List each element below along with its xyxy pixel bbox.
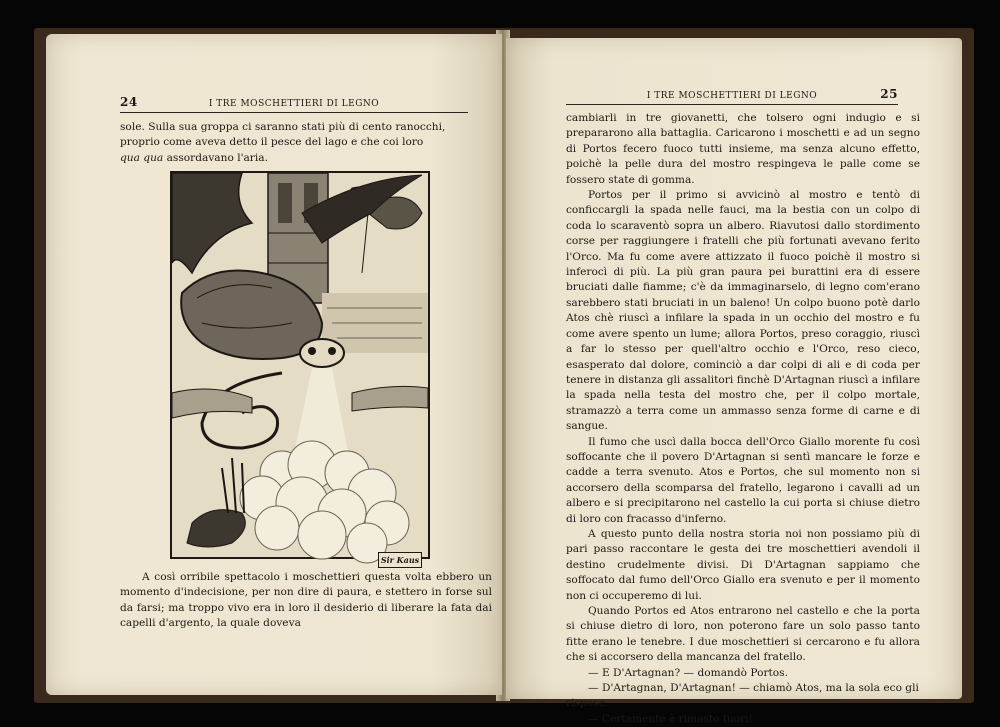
paragraph: A così orribile spettacolo i moschettieri questa volta ebbero un momento d'indecisione, per non dire di paura, e stettero in forse sul da farsi; ma troppo vivo era in loro il desiderio di liberare la fata dai capelli d'argento, la quale doveva xyxy=(120,571,492,630)
right-page-header xyxy=(566,87,898,105)
paragraph: A questo punto della nostra storia noi non possiamo più di pari passo raccontare le gesta dei tre moschettieri avendoli il destino crudelmente divisi. Di D'Artagnan sappiamo che soffocato dal fumo dell'Orco Giallo era svenuto e per il momento non ci occuperemo di lui. xyxy=(566,527,920,602)
open-book xyxy=(34,28,974,725)
left-bottom-text xyxy=(120,570,492,632)
running-head-right: I TRE MOSCHETTIERI DI LEGNO xyxy=(646,91,818,101)
paragraph: Il fumo che uscì dalla bocca dell'Orco Giallo morente fu così soffocante che il povero D'Artagnan si sentì mancare le forze e cadde a terra svenuto. Atos e Portos, che sul momento non si accorsero della scomparsa del fratello, legarono i cavalli ad un albero e si precipitarono nel castello la cui porta si chiuse dietro di loro con fracasso d'inferno. xyxy=(566,435,920,525)
dialogue-line: — D'Artagnan, D'Artagnan! — chiamò Atos, ma la sola eco gli rispose. xyxy=(566,682,919,710)
dialogue-line: — E D'Artagnan? — domandò Portos. xyxy=(588,666,788,679)
right-page xyxy=(506,38,962,725)
text-line xyxy=(120,151,492,166)
italic-onomatopoeia: qua qua xyxy=(120,151,164,164)
text-line: sole. Sulla sua groppa ci saranno stati più di cento ranocchi, xyxy=(120,121,446,133)
text-line: proprio come aveva detto il pesce del lago e che coi loro xyxy=(120,136,424,149)
left-page-header xyxy=(120,95,468,113)
dragon-illustration xyxy=(170,171,430,559)
page-number-right: 25 xyxy=(880,87,898,101)
illustrator-signature: Sir Kaus xyxy=(378,552,422,568)
dialogue-line: — Certamente è rimasto fuori! xyxy=(588,712,753,725)
text-line-end: assordavano l'aria. xyxy=(166,151,268,164)
paragraph: cambiarli in tre giovanetti, che tolsero ogni indugio e si prepararono alla battaglia. Caricarono i moschetti e ad un segno di Portos fecero fuoco tutti insieme, ma senza alcuno effetto, poichè la pelle dura del mostro respingeva le palle come se fossero state di gomma. xyxy=(566,112,920,186)
dragon-illustration-art xyxy=(172,173,428,557)
running-head-left: I TRE MOSCHETTIERI DI LEGNO xyxy=(208,99,380,109)
page-number-left: 24 xyxy=(120,95,138,109)
right-page-text xyxy=(566,111,920,727)
paragraph: Quando Portos ed Atos entrarono nel castello e che la porta si chiuse dietro di loro, non poterono fare un solo passo tanto fitte erano le tenebre. I due moschettieri si cercarono e fu allora che si accorsero della mancanza del fratello. xyxy=(566,605,920,664)
paragraph: Portos per il primo si avvicinò al mostro e tentò di conficcargli la spada nelle fauci, ma la bestia con un colpo di coda lo scaraventò sopra un albero. Riavutosi dallo stordimento corse per raggiungere i fratelli che più fortunati avevano ferito l'Orco. Ma fu come avere attizzato il fuoco poichè il mostro si inferocì di più. La più gran paura pei burattini era di essere bruciati dalle fiamme; c'è da immaginarselo, di legno com'erano sarebbero stati bruciati in un baleno! Un colpo buono potè darlo Atos chè riuscì a infilare la spada in un occhio del mostro e fu come avere spento un lume; allora Portos, preso coraggio, riuscì a far lo stesso per quell'altro occhio e l'Orco, reso cieco, esasperato dal dolore, cominciò a dar colpi di ali e di coda per tenere in distanza gli assalitori finchè D'Artagnan riuscì a infilare la spada nella testa del mostro che, per il colpo mortale, stramazzò a terra come un ammasso senza forme di carne e di sangue. xyxy=(566,189,920,433)
left-top-text xyxy=(120,120,492,166)
left-page xyxy=(46,34,502,695)
